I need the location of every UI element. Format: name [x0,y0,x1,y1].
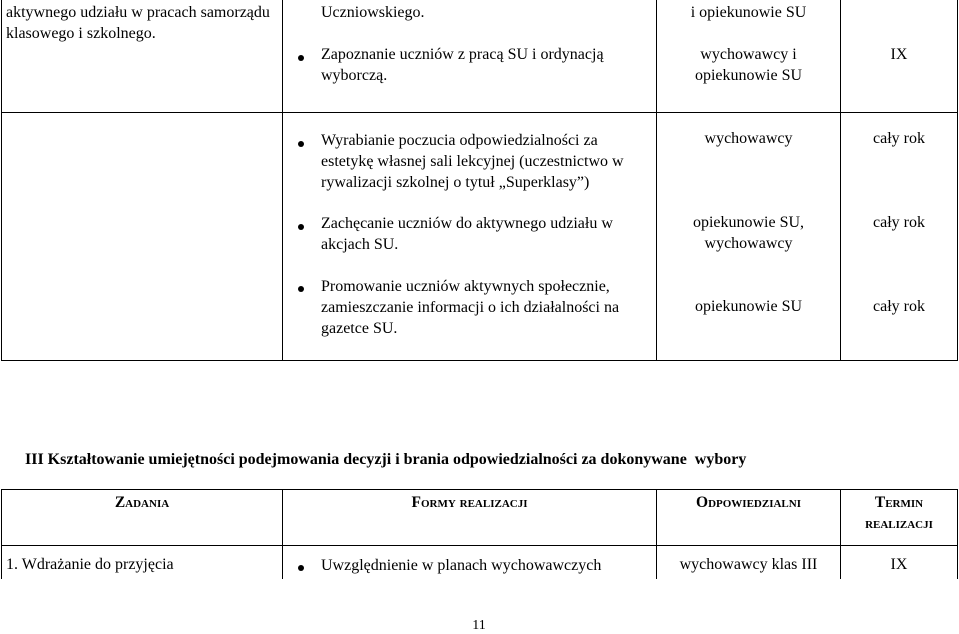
table1-row1-col2-item: Zapoznanie uczniów z pracą SU i ordynacją wyborczą. [321,46,604,84]
page-number: 11 [472,618,486,633]
header-zadania: Zadania [114,494,170,511]
table1-row2-resp3: opiekunowie SU [694,298,803,315]
table1-border-col1 [282,0,283,360]
bullet-icon [298,55,304,61]
header-realizacji: realizacji [865,515,933,532]
table1-row2-item1: Wyrabianie poczucia odpowiedzialności za estetykę własnej sali lekcyjnej (uczestnictwo w rywalizacji szkolnej o tytuł „Superklasy”) [321,132,624,191]
table2-row1-form: Uwzględnienie w planach wychowawczych [321,557,602,574]
bullet-icon [298,224,304,230]
table1-row2-term3: cały rok [873,298,925,315]
bullet-icon [298,141,304,147]
table2-row1-resp: wychowawcy klas III [679,556,818,573]
bullet-icon [298,565,304,571]
table2-border-right [957,489,958,579]
table2-row1-term: IX [890,556,908,573]
table2-row1-task: 1. Wdrażanie do przyjęcia [6,556,174,573]
table1-row2-resp2: opiekunowie SU, wychowawcy [692,214,805,252]
table1-row1-col3-top: i opiekunowie SU [690,4,807,21]
table2-header-divider [1,545,958,546]
header-termin: Termin [874,494,924,511]
header-odpowiedzialni: Odpowiedzialni [696,494,801,511]
table1-row2-term1: cały rok [873,130,925,147]
table1-row1-col2-top: Uczniowskiego. [321,4,425,21]
header-formy-realizacji: Formy realizacji [411,494,528,511]
table1-row2-resp1: wychowawcy [704,130,793,147]
table1-row2-item3: Promowanie uczniów aktywnych społecznie, zamieszczanie informacji o ich działalności na gazetce SU. [321,278,620,337]
table1-row1-col1: aktywnego udziału w pracach samorządu klasowego i szkolnego. [6,4,270,42]
table2-border-top [1,489,958,490]
bullet-icon [298,286,304,292]
table1-row2-term2: cały rok [873,214,925,231]
table1-row1-col4: IX [890,46,908,63]
table1-row1-col3-main: wychowawcy i opiekunowie SU [694,46,803,84]
section-title: III Kształtowanie umiejętności podejmowania decyzji i brania odpowiedzialności za dokonywane wybory [25,451,747,468]
table1-row2-item2: Zachęcanie uczniów do aktywnego udziału w akcjach SU. [321,215,613,253]
table1-border-left [1,0,2,360]
table1-row-divider [1,112,958,113]
table1-border-right [957,0,958,360]
table1-border-bottom [1,360,958,361]
